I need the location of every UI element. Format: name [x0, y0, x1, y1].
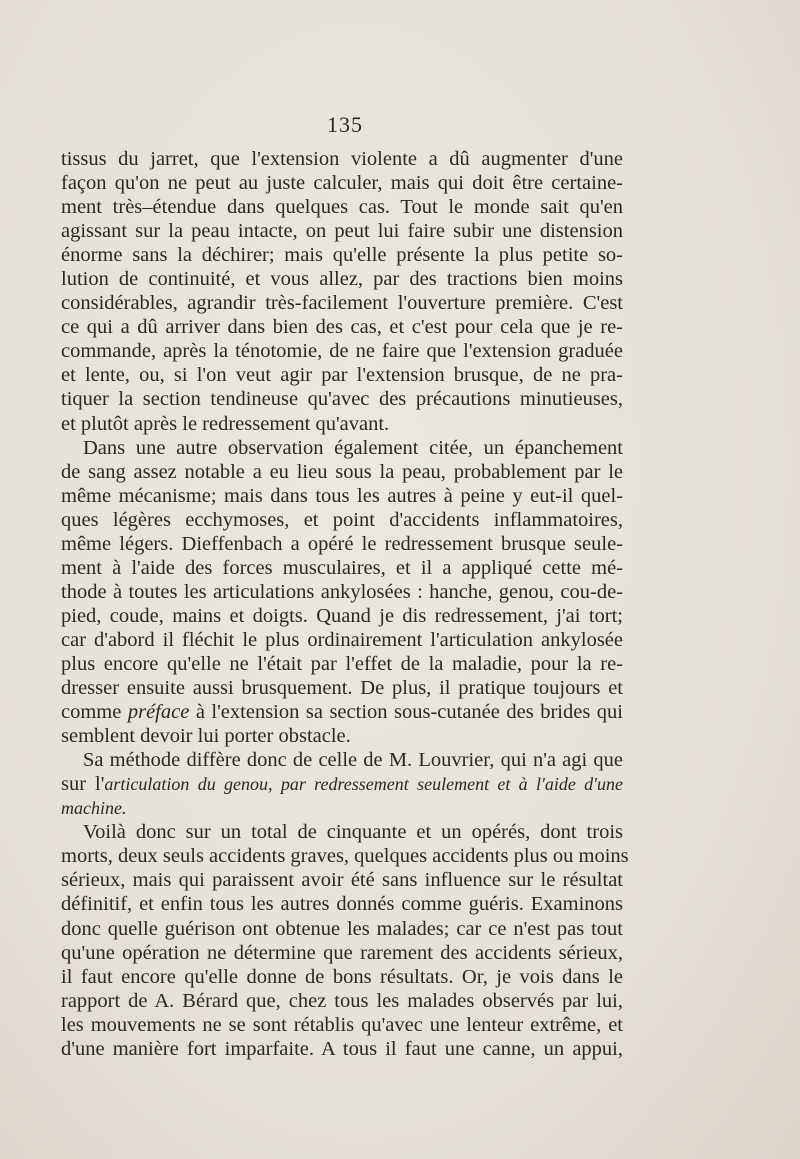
text-line: [61, 772, 623, 796]
text-line: semblent devoir lui porter obstacle.: [61, 725, 351, 748]
text-line: plus encore qu'elle ne l'était par l'effet de la maladie, pour la re-: [61, 652, 623, 675]
text-line: donc quelle guérison ont obtenue les malades; car ce n'est pas tout: [61, 917, 623, 940]
italic-phrase: articulation du genou, par redressement seulement et à l'aide d'une: [104, 774, 623, 795]
text-line: thode à toutes les articulations ankylosées : hanche, genou, cou-de-: [61, 580, 623, 603]
text-line: car d'abord il fléchit le plus ordinairement l'articulation ankylosée: [61, 628, 623, 651]
text-line: dresser ensuite aussi brusquement. De plus, il pratique toujours et: [61, 677, 623, 700]
page-number: 135: [327, 112, 363, 137]
text-line: commande, après la ténotomie, de ne faire que l'extension graduée: [61, 340, 623, 363]
text-line: ment très–étendue dans quelques cas. Tout le monde sait qu'en: [61, 196, 623, 219]
text-line: ment à l'aide des forces musculaires, et il a appliqué cette mé-: [61, 556, 623, 579]
paragraph-start-line: Voilà donc sur un total de cinquante et un opérés, dont trois: [83, 821, 623, 844]
text-line: façon qu'on ne peut au juste calculer, mais qui doit être certaine-: [61, 172, 623, 195]
text-line: et plutôt après le redressement qu'avant.: [61, 412, 390, 435]
text-line: même mécanisme; mais dans tous les autres à peine y eut-il quel-: [61, 484, 623, 507]
text-line: de sang assez notable a eu lieu sous la peau, probablement par le: [61, 460, 623, 483]
text-line: tissus du jarret, que l'extension violente a dû augmenter d'une: [61, 148, 623, 170]
italic-word: préface: [127, 701, 190, 724]
text-line: rapport de A. Bérard que, chez tous les malades observés par lui,: [61, 989, 623, 1012]
paragraph-start-line: Sa méthode diffère donc de celle de M. Louvrier, qui n'a agi que: [83, 749, 623, 772]
text-line: pied, coude, mains et doigts. Quand je dis redressement, j'ai tort;: [61, 604, 623, 627]
text-line: et lente, ou, si l'on veut agir par l'extension brusque, de ne pra-: [61, 364, 623, 387]
text-line: même légers. Dieffenbach a opéré le redressement brusque seule-: [61, 532, 623, 555]
text-line: ques légères ecchymoses, et point d'accidents inflammatoires,: [61, 508, 623, 531]
italic-line: machine.: [61, 798, 127, 819]
text-line: sérieux, mais qui paraissent avoir été sans influence sur le résultat: [61, 869, 623, 892]
text-line: qu'une opération ne détermine que rarement des accidents sérieux,: [61, 941, 623, 964]
text-line: tiquer la section tendineuse qu'avec des précautions minutieuses,: [61, 388, 623, 411]
text-line: les mouvements ne se sont rétablis qu'avec une lenteur extrême, et: [61, 1013, 623, 1036]
text-line: ce qui a dû arriver dans bien des cas, et c'est pour cela que je re-: [61, 316, 623, 339]
text-line: agissant sur la peau intacte, on peut lui faire subir une distension: [61, 220, 623, 243]
text-line: morts, deux seuls accidents graves, quelques accidents plus ou moins: [61, 845, 629, 868]
paragraph-start-line: Dans une autre observation également citée, un épanchement: [83, 436, 623, 459]
body-text: [61, 147, 629, 1061]
text-span: sur l': [61, 773, 105, 796]
text-line: d'une manière fort imparfaite. A tous il faut une canne, un appui,: [61, 1037, 623, 1060]
text-line: définitif, et enfin tous les autres donnés comme guéris. Examinons: [61, 893, 623, 916]
text-span: comme: [61, 701, 128, 724]
text-line: il faut encore qu'elle donne de bons résultats. Or, je vois dans le: [61, 965, 623, 988]
text-span: à l'extension sa section sous-cutanée des brides qui: [189, 701, 623, 724]
text-line: lution de continuité, et vous allez, par des tractions bien moins: [61, 268, 623, 291]
text-line: considérables, agrandir très-facilement l'ouverture première. C'est: [61, 292, 623, 315]
text-line: énorme sans la déchirer; mais qu'elle présente la plus petite so-: [61, 244, 623, 267]
text-line: [61, 700, 623, 724]
